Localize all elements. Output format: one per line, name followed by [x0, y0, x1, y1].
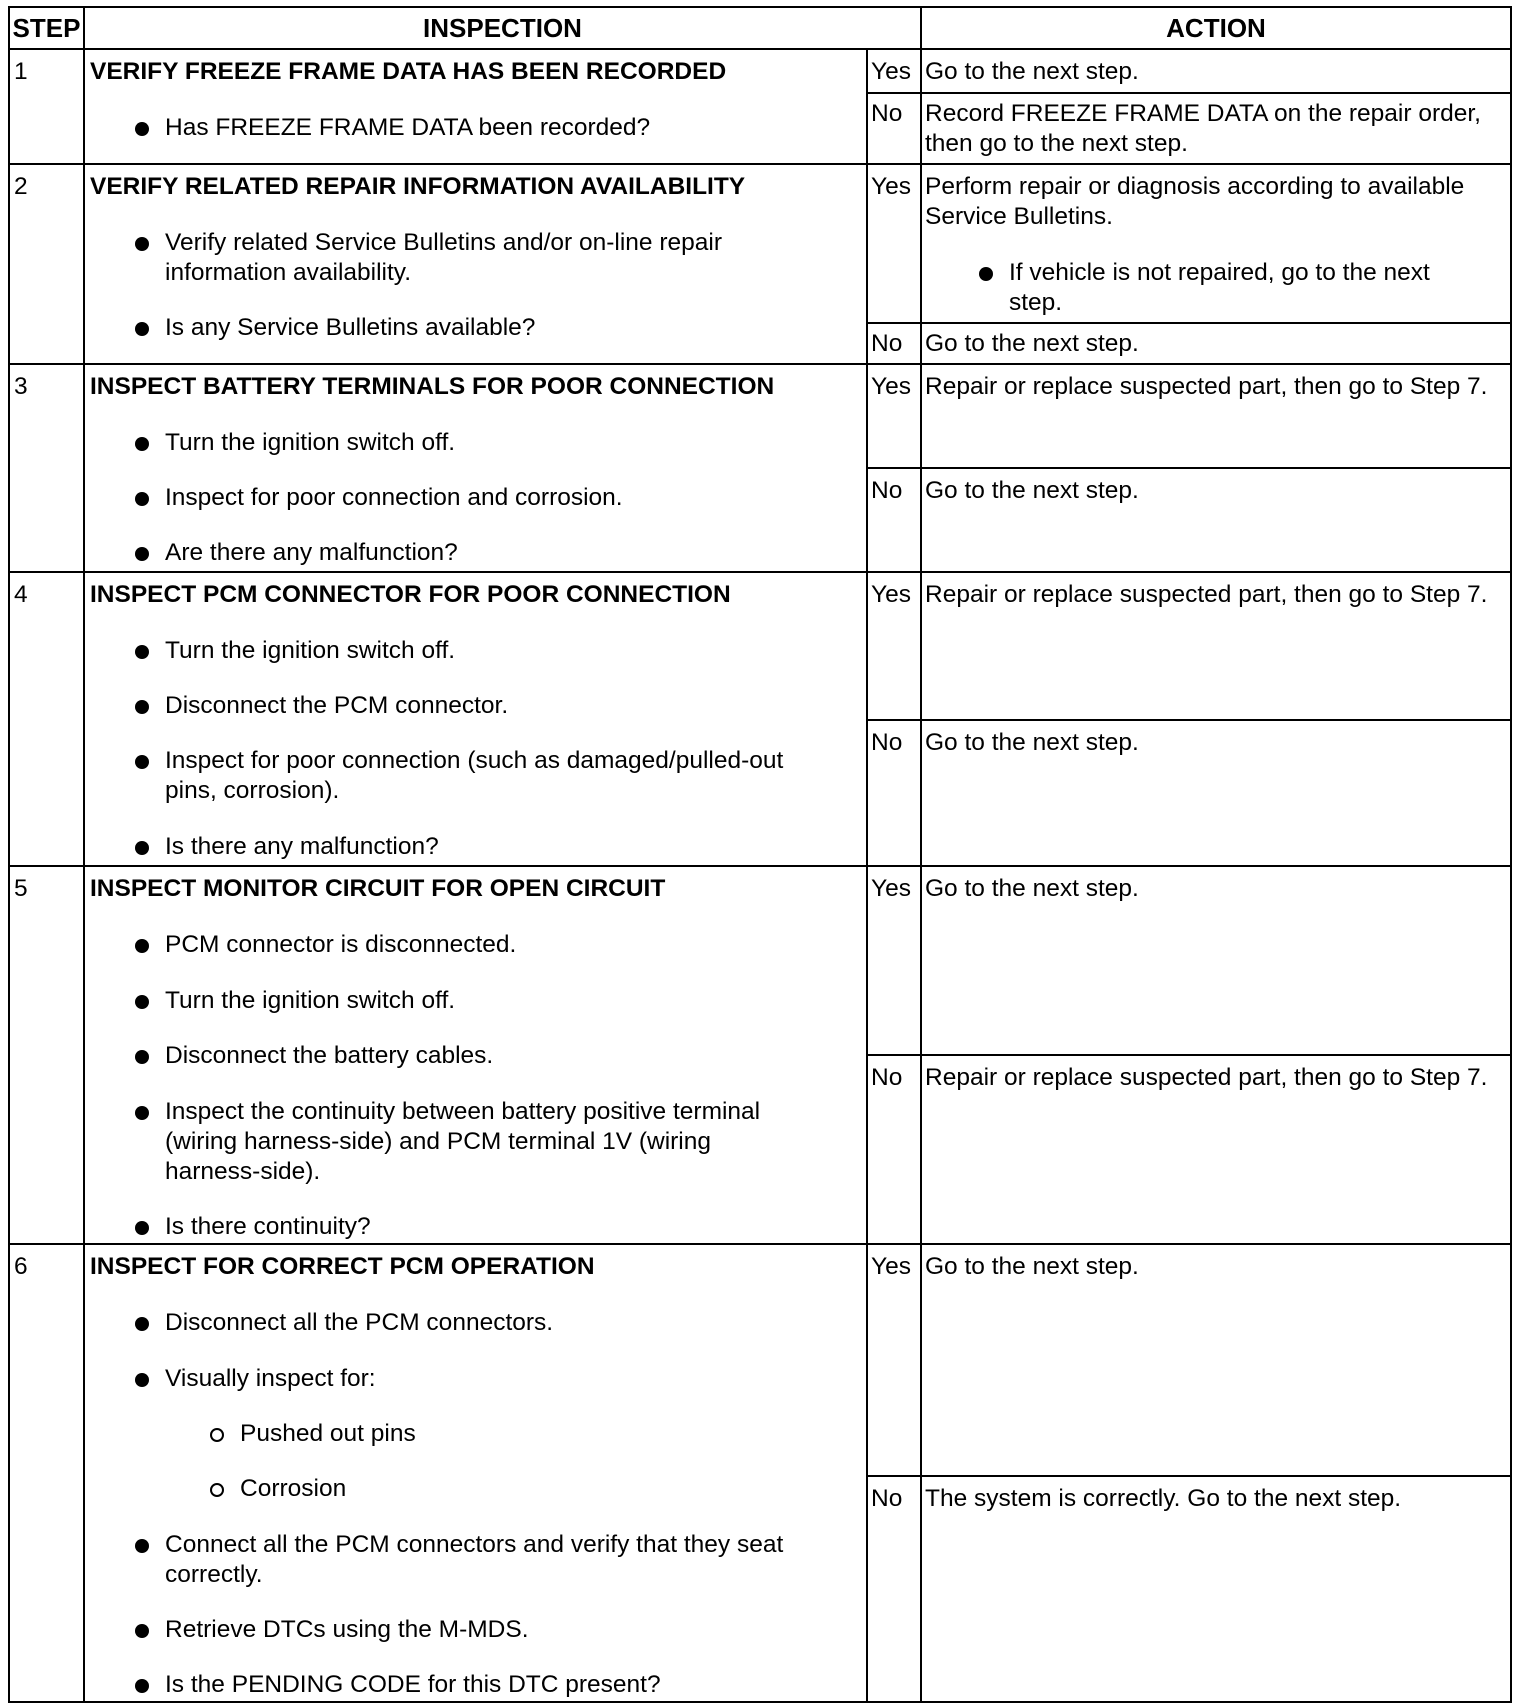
bullet-icon [135, 939, 149, 953]
no-action: The system is correctly. Go to the next step. [925, 1485, 1402, 1512]
row-divider-3 [10, 571, 1510, 573]
sub-bullet-icon [210, 1483, 224, 1497]
yesno-divider-6 [866, 1475, 1510, 1477]
inspection-item: Turn the ignition switch off. [165, 637, 456, 664]
yes-action: Repair or replace suspected part, then go to Step 7. [925, 373, 1488, 400]
yes-action-line: Perform repair or diagnosis according to available [925, 173, 1465, 200]
step-title: VERIFY FREEZE FRAME DATA HAS BEEN RECORDED [90, 58, 727, 85]
yes-action: Go to the next step. [925, 875, 1139, 902]
step-number: 1 [14, 58, 28, 85]
no-action: Go to the next step. [925, 729, 1139, 756]
yes-action-line: Service Bulletins. [925, 203, 1113, 230]
inspection-item: Connect all the PCM connectors and verify that they seat [165, 1531, 784, 1558]
step-title: INSPECT BATTERY TERMINALS FOR POOR CONNECTION [90, 373, 775, 400]
inspection-item: Is there continuity? [165, 1213, 371, 1240]
inspection-item: Are there any malfunction? [165, 539, 458, 566]
row-divider-header [10, 48, 1510, 50]
bullet-icon [135, 1317, 149, 1331]
yes-action: Repair or replace suspected part, then go to Step 7. [925, 581, 1488, 608]
row-divider-5 [10, 1243, 1510, 1245]
step-title: VERIFY RELATED REPAIR INFORMATION AVAILABILITY [90, 173, 746, 200]
yesno-divider-2 [866, 322, 1510, 324]
col-divider-action [920, 8, 922, 1701]
bullet-icon [135, 1050, 149, 1064]
step-number: 3 [14, 373, 28, 400]
yes-label: Yes [871, 581, 911, 608]
no-label: No [871, 477, 903, 504]
inspection-item: Turn the ignition switch off. [165, 987, 456, 1014]
bullet-icon [135, 1106, 149, 1120]
bullet-icon [135, 237, 149, 251]
bullet-icon [135, 1624, 149, 1638]
bullet-icon [135, 1539, 149, 1553]
step-number: 6 [14, 1253, 28, 1280]
yes-action: Go to the next step. [925, 58, 1139, 85]
step-number: 2 [14, 173, 28, 200]
inspection-subitem: Corrosion [240, 1475, 347, 1502]
step-title: INSPECT FOR CORRECT PCM OPERATION [90, 1253, 595, 1280]
inspection-item: Disconnect the battery cables. [165, 1042, 494, 1069]
yes-label: Yes [871, 875, 911, 902]
inspection-item: Has FREEZE FRAME DATA been recorded? [165, 114, 651, 141]
inspection-item: Disconnect all the PCM connectors. [165, 1309, 554, 1336]
yes-action-bullet-cont: step. [1009, 289, 1063, 316]
yesno-divider-3 [866, 467, 1510, 469]
inspection-item: Turn the ignition switch off. [165, 429, 456, 456]
bullet-icon [135, 1373, 149, 1387]
col-divider-step [83, 8, 85, 1701]
inspection-item: PCM connector is disconnected. [165, 931, 517, 958]
inspection-item: Visually inspect for: [165, 1365, 376, 1392]
bullet-icon [135, 841, 149, 855]
yes-label: Yes [871, 173, 911, 200]
inspection-item-cont: correctly. [165, 1561, 263, 1588]
bullet-icon [135, 437, 149, 451]
inspection-item: Inspect for poor connection (such as damaged/pulled-out [165, 747, 784, 774]
header-inspection: INSPECTION [423, 13, 582, 43]
bullet-icon [135, 122, 149, 136]
step-number: 4 [14, 581, 28, 608]
row-divider-1 [10, 163, 1510, 165]
inspection-item-cont: harness-side). [165, 1158, 321, 1185]
row-divider-4 [10, 865, 1510, 867]
header-step: STEP [12, 13, 81, 43]
diagnostic-table [8, 6, 1512, 1703]
bullet-icon [135, 755, 149, 769]
yesno-divider-1 [866, 92, 1510, 94]
no-action-line: then go to the next step. [925, 130, 1188, 157]
bullet-icon [135, 645, 149, 659]
no-label: No [871, 729, 903, 756]
yes-label: Yes [871, 373, 911, 400]
col-divider-yesno [866, 50, 868, 1701]
step-title: INSPECT MONITOR CIRCUIT FOR OPEN CIRCUIT [90, 875, 666, 902]
no-label: No [871, 1064, 903, 1091]
bullet-icon [979, 267, 993, 281]
yesno-divider-4 [866, 719, 1510, 721]
no-label: No [871, 330, 903, 357]
inspection-item: Is there any malfunction? [165, 833, 439, 860]
no-action: Repair or replace suspected part, then go to Step 7. [925, 1064, 1488, 1091]
yes-action: Go to the next step. [925, 1253, 1139, 1280]
no-action-line: Record FREEZE FRAME DATA on the repair order, [925, 100, 1481, 127]
inspection-item: Retrieve DTCs using the M-MDS. [165, 1616, 529, 1643]
step-number: 5 [14, 875, 28, 902]
inspection-item: Inspect the continuity between battery positive terminal [165, 1098, 761, 1125]
inspection-subitem: Pushed out pins [240, 1420, 416, 1447]
row-divider-2 [10, 363, 1510, 365]
inspection-item: Verify related Service Bulletins and/or on-line repair [165, 229, 722, 256]
inspection-item-cont: pins, corrosion). [165, 777, 340, 804]
bullet-icon [135, 492, 149, 506]
no-action: Go to the next step. [925, 330, 1139, 357]
inspection-item-cont: information availability. [165, 259, 412, 286]
bullet-icon [135, 322, 149, 336]
inspection-item: Inspect for poor connection and corrosion. [165, 484, 623, 511]
inspection-item: Is the PENDING CODE for this DTC present? [165, 1671, 661, 1698]
yesno-divider-5 [866, 1054, 1510, 1056]
no-label: No [871, 1485, 903, 1512]
no-action: Go to the next step. [925, 477, 1139, 504]
inspection-item: Disconnect the PCM connector. [165, 692, 509, 719]
yes-label: Yes [871, 58, 911, 85]
bullet-icon [135, 995, 149, 1009]
bullet-icon [135, 547, 149, 561]
bullet-icon [135, 700, 149, 714]
inspection-item-cont: (wiring harness-side) and PCM terminal 1V (wiring [165, 1128, 711, 1155]
inspection-item: Is any Service Bulletins available? [165, 314, 536, 341]
bullet-icon [135, 1221, 149, 1235]
bullet-icon [135, 1679, 149, 1693]
yes-label: Yes [871, 1253, 911, 1280]
no-label: No [871, 100, 903, 127]
sub-bullet-icon [210, 1428, 224, 1442]
yes-action-bullet: If vehicle is not repaired, go to the next [1009, 259, 1430, 286]
header-action: ACTION [1166, 13, 1266, 43]
step-title: INSPECT PCM CONNECTOR FOR POOR CONNECTION [90, 581, 731, 608]
